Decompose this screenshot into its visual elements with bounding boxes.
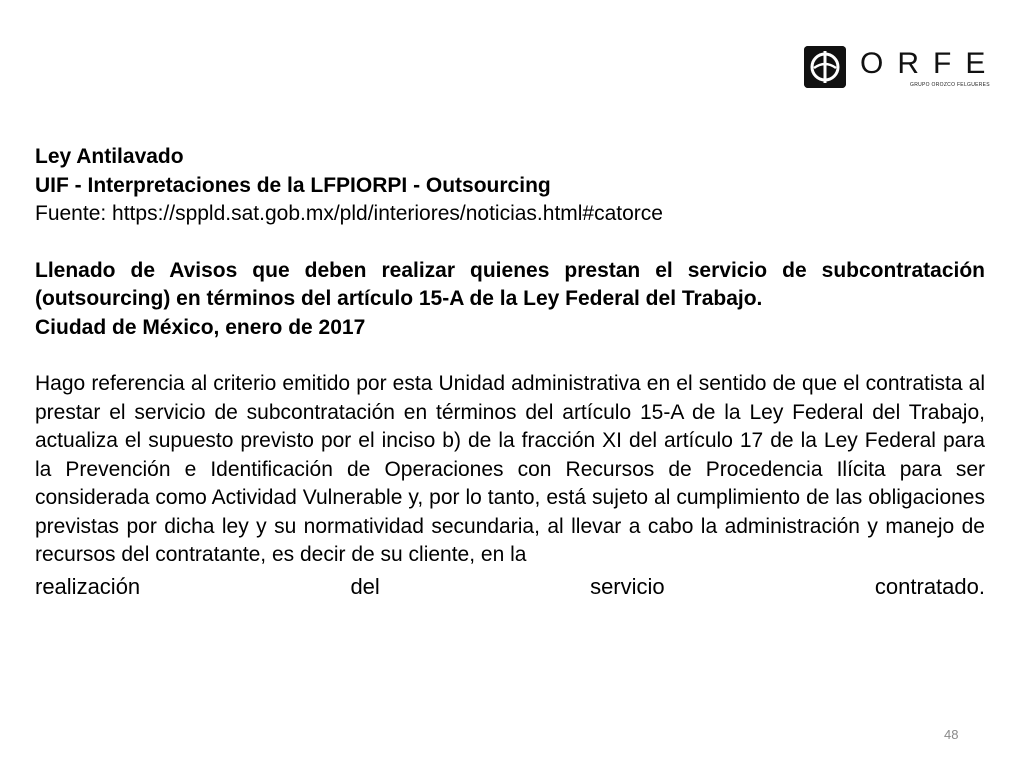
place-date: Ciudad de México, enero de 2017 [35, 315, 366, 339]
page-number: 48 [944, 727, 959, 742]
header-line-1: Ley Antilavado [35, 145, 184, 168]
header-line-2: UIF - Interpretaciones de la LFPIORPI - Outsourcing [35, 173, 551, 197]
spacer [35, 342, 985, 370]
body-last-line [35, 570, 985, 604]
last-line-word: realización [35, 573, 141, 599]
company-logo [804, 46, 1000, 92]
last-line-word: contratado. [874, 573, 985, 599]
orfe-logo-icon [804, 46, 846, 88]
logo-tagline: GRUPO OROZCO FELGUERES [910, 82, 990, 88]
slide-content [35, 143, 985, 604]
source-line: Fuente: https://sppld.sat.gob.mx/pld/interiores/noticias.html#catorce [35, 202, 663, 225]
body-paragraph: Hago referencia al criterio emitido por esta Unidad administrativa en el sentido de que el contratista al prestar el servicio de subcontratación en términos del artículo 15-A de la Ley Federal del Trabajo, actualiza el supuesto previsto por el inciso b) de la fracción XI del artículo 17 de la Ley Federal para la Prevención e Identificación de Operaciones con Recursos de Procedencia Ilícita para ser considerada como Actividad Vulnerable y, por lo tanto, está sujeto al cumplimiento de las obligaciones previstas por dicha ley y su normatividad secundaria, al llevar a cabo la administración y manejo de recursos del contratante, es decir de su cliente, en la [35, 372, 985, 566]
logo-wordmark: ORFE [860, 47, 1000, 80]
spacer [35, 229, 985, 257]
last-line-word: servicio [590, 573, 665, 599]
last-line-word: del [350, 573, 380, 599]
notice-title: Llenado de Avisos que deben realizar quienes prestan el servicio de subcontratación (outsourcing) en términos del artículo 15-A de la Ley Federal del Trabajo. [35, 258, 985, 310]
